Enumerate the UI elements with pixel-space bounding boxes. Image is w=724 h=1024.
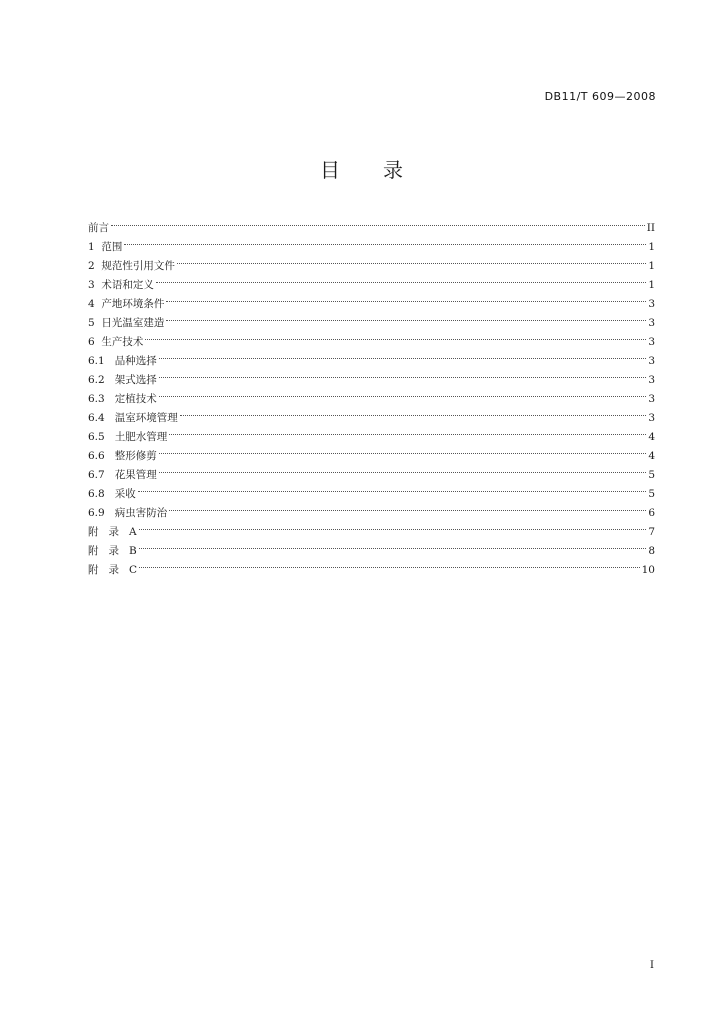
toc-entry-page: 1: [648, 260, 655, 272]
toc-entry-page: 3: [648, 317, 655, 329]
toc-entry-page: 1: [648, 279, 655, 291]
toc-entry-label: 前言: [88, 222, 109, 234]
toc-entry-3[interactable]: [88, 269, 655, 291]
toc-entry-page: 8: [648, 545, 655, 557]
toc-entry-page: 1: [648, 241, 655, 253]
toc-leader: [180, 402, 647, 421]
toc-entry-page: 5: [648, 488, 655, 500]
toc-leader: [159, 459, 647, 478]
toc-entry-foreword[interactable]: [88, 212, 655, 234]
toc-entry-label: 附 录 A: [88, 526, 137, 538]
toc-entry-6-5[interactable]: [88, 421, 655, 443]
toc-entry-label: 5 日光温室建造: [88, 317, 165, 329]
toc-entry-page: 3: [648, 412, 655, 424]
toc-entry-label: 6.4 温室环境管理: [88, 412, 178, 424]
toc-leader: [159, 383, 647, 402]
toc-leader: [169, 497, 646, 516]
toc-entry-6-6[interactable]: [88, 440, 655, 462]
toc-leader: [166, 288, 646, 307]
toc-entry-appendix-b[interactable]: [88, 535, 655, 557]
toc-entry-page: 3: [648, 298, 655, 310]
toc-title: [0, 154, 724, 183]
toc-entry-label: 6.2 架式选择: [88, 374, 157, 386]
toc-entry-6[interactable]: [88, 326, 655, 348]
toc-entry-page: 4: [648, 450, 655, 462]
toc-entry-6-9[interactable]: [88, 497, 655, 519]
toc-entry-label: 6.1 品种选择: [88, 355, 157, 367]
toc-entry-2[interactable]: [88, 250, 655, 272]
toc-leader: [124, 231, 646, 250]
toc-entry-4[interactable]: [88, 288, 655, 310]
toc-entry-1[interactable]: [88, 231, 655, 253]
toc-entry-page: 6: [648, 507, 655, 519]
toc-entry-page: 5: [648, 469, 655, 481]
toc-entry-page: 10: [641, 564, 655, 576]
toc-entry-6-4[interactable]: [88, 402, 655, 424]
toc-entry-5[interactable]: [88, 307, 655, 329]
toc-entry-appendix-c[interactable]: [88, 554, 655, 576]
toc-entry-page: 3: [648, 374, 655, 386]
toc-entry-label: 6.8 采收: [88, 488, 136, 500]
toc-entry-label: 6.6 整形修剪: [88, 450, 157, 462]
toc-title-char-2: 录: [383, 158, 404, 182]
toc-leader: [156, 269, 646, 288]
page-number: I: [650, 960, 654, 971]
toc-leader: [159, 364, 647, 383]
toc-entry-label: 4 产地环境条件: [88, 298, 165, 310]
toc-entry-label: 6.9 病虫害防治: [88, 507, 168, 519]
toc-leader: [145, 326, 646, 345]
toc-entry-6-8[interactable]: [88, 478, 655, 500]
toc-leader: [159, 345, 647, 364]
toc-entry-page: 4: [648, 431, 655, 443]
toc-entry-6-7[interactable]: [88, 459, 655, 481]
toc-entry-6-2[interactable]: [88, 364, 655, 386]
toc-entry-label: 6 生产技术: [88, 336, 144, 348]
standard-code: DB11/T 609—2008: [544, 90, 656, 103]
toc-leader: [139, 535, 647, 554]
table-of-contents: [88, 212, 655, 576]
toc-entry-page: II: [646, 222, 655, 234]
toc-title-char-1: 目: [320, 158, 341, 182]
toc-entry-label: 附 录 C: [88, 564, 138, 576]
toc-entry-appendix-a[interactable]: [88, 516, 655, 538]
toc-entry-label: 附 录 B: [88, 545, 137, 557]
toc-leader: [166, 307, 646, 326]
toc-entry-page: 7: [648, 526, 655, 538]
toc-entry-page: 3: [648, 355, 655, 367]
toc-entry-label: 1 范围: [88, 241, 123, 253]
toc-entry-page: 3: [648, 336, 655, 348]
toc-entry-label: 6.5 土肥水管理: [88, 431, 168, 443]
toc-entry-6-1[interactable]: [88, 345, 655, 367]
toc-entry-page: 3: [648, 393, 655, 405]
toc-leader: [111, 212, 645, 231]
toc-leader: [169, 421, 646, 440]
toc-leader: [159, 440, 647, 459]
toc-entry-label: 2 规范性引用文件: [88, 260, 175, 272]
toc-entry-label: 3 术语和定义: [88, 279, 154, 291]
toc-entry-label: 6.7 花果管理: [88, 469, 157, 481]
toc-leader: [138, 478, 647, 497]
toc-leader: [139, 516, 647, 535]
toc-leader: [177, 250, 646, 269]
toc-leader: [139, 554, 640, 573]
toc-entry-6-3[interactable]: [88, 383, 655, 405]
toc-entry-label: 6.3 定植技术: [88, 393, 157, 405]
